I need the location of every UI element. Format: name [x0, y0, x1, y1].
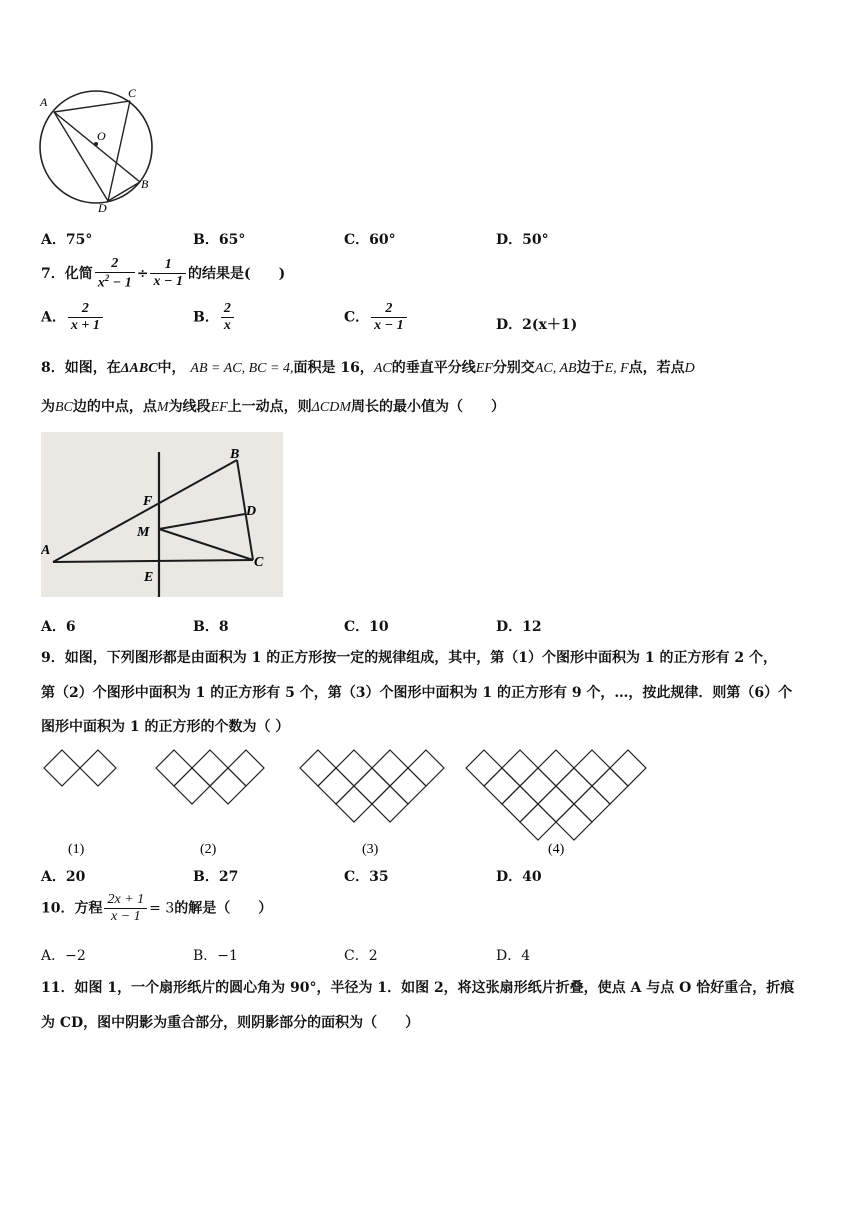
- q9-option-c: C．35: [344, 869, 389, 885]
- unit-square: [372, 786, 408, 822]
- q9-option-d: D．40: [496, 869, 542, 885]
- segment-ab: [54, 112, 140, 182]
- q10-question: 10．方程 $\frac{2x + 1}{x - 1}$ = 3的解是（ ）: [41, 892, 273, 925]
- q10-option-a: A．−2: [41, 948, 86, 964]
- q9-square-patterns: [40, 740, 650, 860]
- label-o: O: [97, 129, 106, 143]
- q6-option-a: A．75°: [41, 232, 93, 248]
- unit-square: [300, 750, 336, 786]
- pattern-3: [300, 750, 444, 822]
- unit-square: [336, 750, 372, 786]
- q6-option-b: B．65°: [193, 232, 246, 248]
- q8-option-c: C．10: [344, 619, 389, 635]
- q9-option-a: A．20: [41, 869, 86, 885]
- q8-option-a: A．6: [41, 619, 76, 635]
- unit-square: [80, 750, 116, 786]
- pattern-4: [466, 750, 646, 840]
- q7-suffix: 的结果是( ): [187, 265, 286, 282]
- q7-fraction-2: $\frac{1}{x - 1}$: [150, 257, 185, 290]
- label-b: B: [230, 447, 240, 462]
- q8-line-1: 8．如图，在ΔABC中， AB = AC, BC = 4,面积是 16，AC的垂直平分线EF分别交AC, AB边于E, F点，若点D: [41, 360, 695, 376]
- unit-square: [556, 804, 592, 840]
- unit-square: [390, 768, 426, 804]
- segment-ac: [54, 101, 130, 112]
- unit-square: [538, 750, 574, 786]
- q9-line-2: 第（2）个图形中面积为 1 的正方形有 5 个，第（3）个图形中面积为 1 的正方形有 9 个，…，按此规律．则第（6）个: [41, 685, 793, 701]
- unit-square: [192, 750, 228, 786]
- segment-cd: [108, 101, 130, 201]
- unit-square: [556, 768, 592, 804]
- label-b: B: [141, 177, 149, 191]
- unit-square: [174, 768, 210, 804]
- q7-divide-sign: ÷: [136, 265, 149, 282]
- q9-line-1: 9．如图，下列图形都是由面积为 1 的正方形按一定的规律组成，其中，第（1）个图形中面积为 1 的正方形有 2 个，: [41, 650, 777, 666]
- label-c: C: [128, 86, 137, 100]
- q9-line-3: 图形中面积为 1 的正方形的个数为（ ）: [41, 719, 290, 735]
- q10-option-b: B．−1: [193, 948, 238, 964]
- unit-square: [318, 768, 354, 804]
- q7-option-b: B． $\frac{2}{x}$: [193, 301, 236, 334]
- label-d: D: [246, 504, 257, 519]
- unit-square: [44, 750, 80, 786]
- unit-square: [466, 750, 502, 786]
- q10-option-d: D．4: [496, 948, 531, 964]
- unit-square: [336, 786, 372, 822]
- label-d: D: [98, 201, 107, 215]
- q6-option-d: D．50°: [496, 232, 549, 248]
- q7-option-d: D．2(x＋1): [496, 317, 578, 333]
- unit-square: [502, 750, 538, 786]
- q6-option-c: C．60°: [344, 232, 396, 248]
- unit-square: [610, 750, 646, 786]
- label-f: F: [143, 494, 153, 509]
- q10-option-c: C．2: [344, 948, 378, 964]
- unit-square: [484, 768, 520, 804]
- pattern-2: [156, 750, 264, 804]
- caption-1: (1): [68, 842, 85, 857]
- pattern-1: [44, 750, 116, 786]
- label-c: C: [254, 555, 264, 570]
- unit-square: [502, 786, 538, 822]
- q11-line-2: 为 CD，图中阴影为重合部分，则阴影部分的面积为（ ）: [41, 1015, 420, 1031]
- caption-3: (3): [362, 842, 379, 857]
- unit-square: [210, 768, 246, 804]
- segment-ad: [54, 112, 108, 201]
- unit-square: [538, 786, 574, 822]
- q11-line-1: 11．如图 1，一个扇形纸片的圆心角为 90°，半径为 1．如图 2，将这张扇形纸片折叠，使点 A 与点 O 恰好重合，折痕: [41, 980, 795, 996]
- unit-square: [574, 786, 610, 822]
- unit-square: [574, 750, 610, 786]
- unit-square: [156, 750, 192, 786]
- unit-square: [354, 768, 390, 804]
- q8-option-d: D．12: [496, 619, 542, 635]
- caption-4: (4): [548, 842, 565, 857]
- q7-question: [41, 256, 285, 292]
- q8-option-b: B．8: [193, 619, 229, 635]
- unit-square: [372, 750, 408, 786]
- q7-fraction-1: $\frac{2}{x^2 - 1}$: [95, 256, 135, 292]
- q7-option-c: C． $\frac{2}{x - 1}$: [344, 301, 409, 334]
- q8-line-2: 为BC边的中点，点M为线段EF上一动点，则ΔCDM周长的最小值为（ ）: [41, 399, 505, 415]
- label-e: E: [144, 570, 154, 585]
- q7-option-a: A． $\frac{2}{x + 1}$: [41, 301, 105, 334]
- label-m: M: [137, 525, 150, 540]
- unit-square: [520, 804, 556, 840]
- label-a: A: [41, 543, 51, 558]
- unit-square: [408, 750, 444, 786]
- unit-square: [592, 768, 628, 804]
- q7-prefix: 7．化简: [41, 265, 93, 282]
- q8-triangle-figure: [41, 432, 283, 597]
- q9-option-b: B．27: [193, 869, 239, 885]
- q10-fraction: $\frac{2x + 1}{x - 1}$: [104, 892, 147, 925]
- q6-circle-figure: [36, 84, 166, 216]
- unit-square: [228, 750, 264, 786]
- caption-2: (2): [200, 842, 217, 857]
- segment-db: [108, 182, 140, 201]
- label-a: A: [40, 95, 48, 109]
- unit-square: [520, 768, 556, 804]
